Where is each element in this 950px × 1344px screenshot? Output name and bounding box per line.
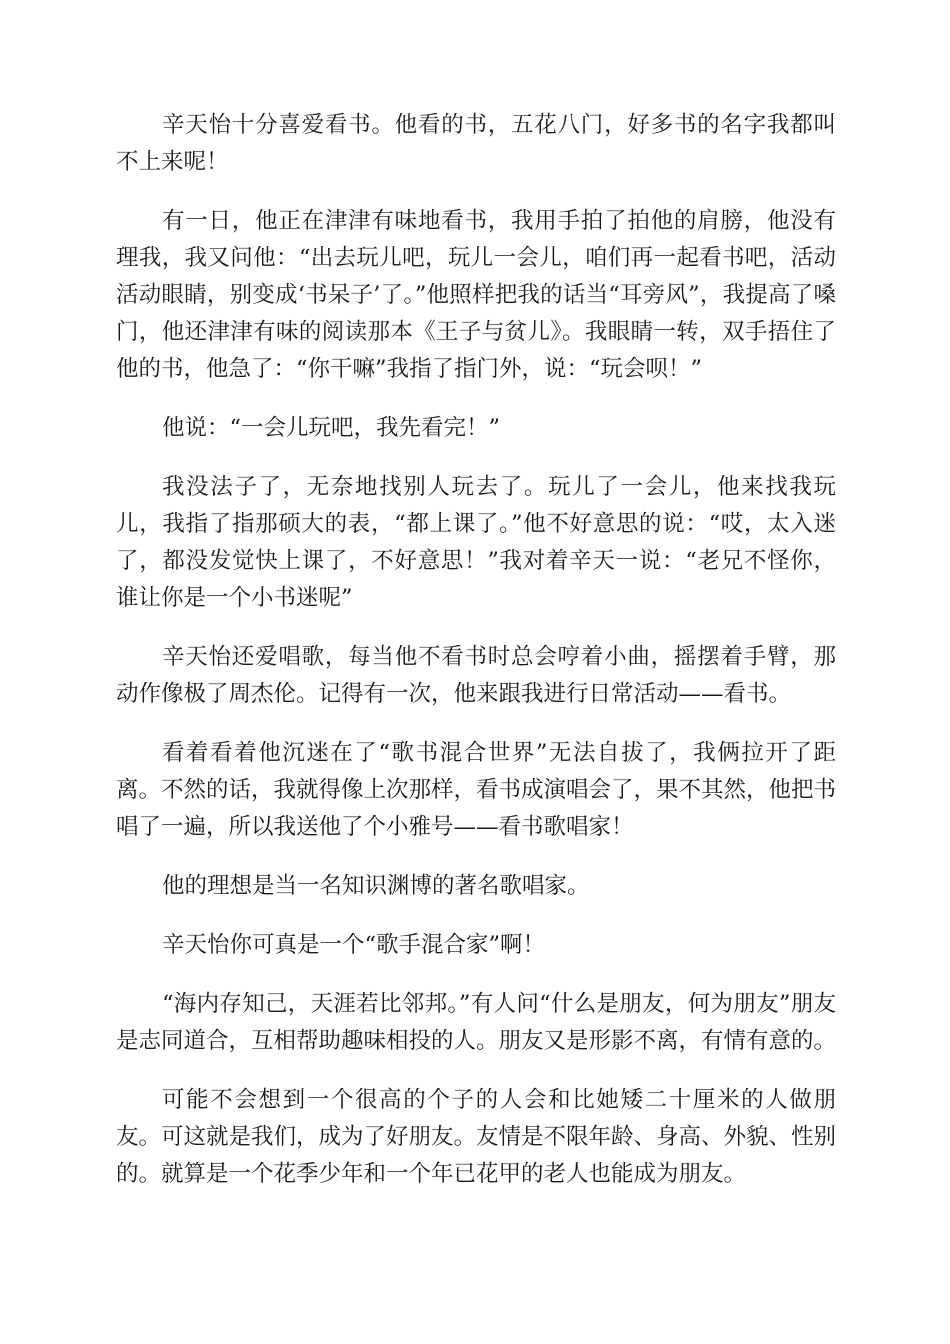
paragraph: 我没法子了，无奈地找别人玩去了。玩儿了一会儿，他来找我玩儿，我指了指那硕大的表，“都上课了。”他不好意思的说：“哎，太入迷了，都没发觉快上课了，不好意思！”我对着辛天一说：“老兄不怪你，谁让你是一个小书迷呢” — [116, 474, 836, 611]
document-body — [116, 107, 836, 1215]
paragraph: “海内存知己，天涯若比邻邦。”有人问“什么是朋友，何为朋友”朋友是志同道合，互相帮助趣味相投的人。朋友又是形影不离，有情有意的。 — [116, 991, 837, 1054]
paragraph: 可能不会想到一个很高的个子的人会和比她矮二十厘米的人做朋友。可这就是我们，成为了好朋友。友情是不限年龄、身高、外貌、性别的。就算是一个花季少年和一个年已花甲的老人也能成为朋友。 — [116, 1087, 837, 1187]
paragraph: 他的理想是当一名知识渊博的著名歌唱家。 — [162, 873, 590, 899]
paragraph: 看着看着他沉迷在了“歌书混合世界”无法自拔了，我俩拉开了距离。不然的话，我就得像上次那样，看书成演唱会了，果不其然，他把书唱了一遍，所以我送他了个小雅号——看书歌唱家！ — [116, 740, 837, 840]
paragraph: 辛天怡你可真是一个“歌手混合家”啊！ — [162, 932, 546, 958]
paragraph: 辛天怡十分喜爱看书。他看的书，五花八门，好多书的名字我都叫不上来呢！ — [116, 112, 836, 175]
paragraph: 有一日，他正在津津有味地看书，我用手拍了拍他的肩膀，他没有理我，我又问他：“出去玩儿吧，玩儿一会儿，咱们再一起看书吧，活动活动眼睛，别变成‘书呆子’了。”他照样把我的话当“耳旁风”，我提高了嗓门，他还津津有味的阅读那本《王子与贫儿》。我眼睛一转，双手捂住了他的书，他急了：“你干嘛”我指了指门外，说：“玩会呗！” — [116, 208, 836, 382]
paragraph: 辛天怡还爱唱歌，每当他不看书时总会哼着小曲，摇摆着手臂，那动作像极了周杰伦。记得有一次，他来跟我进行日常活动——看书。 — [116, 644, 836, 707]
paragraph: 他说：“一会儿玩吧，我先看完！” — [162, 415, 501, 441]
